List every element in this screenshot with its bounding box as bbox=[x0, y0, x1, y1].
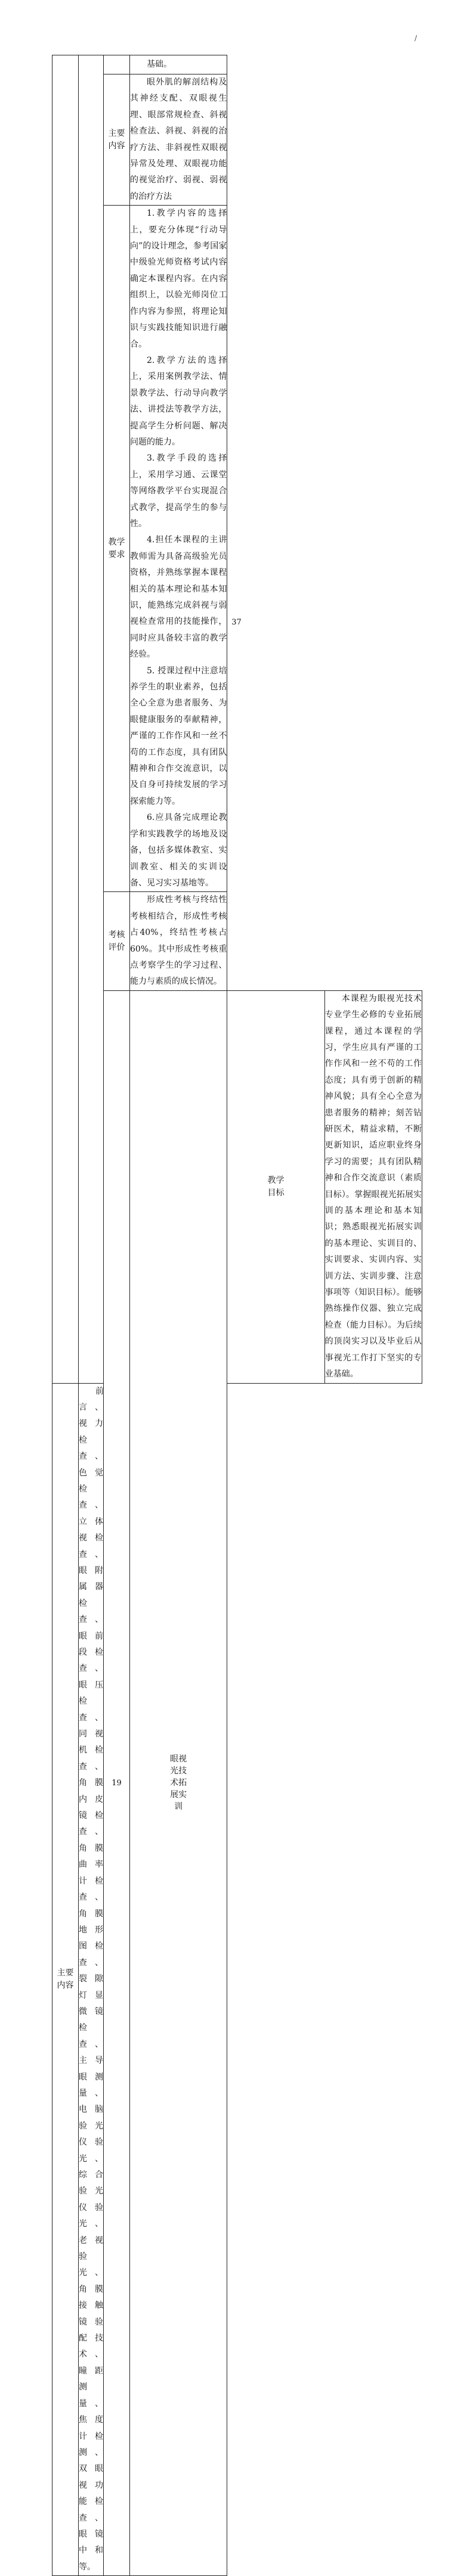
teaching-goals-text: 本课程为眼视光技术专业学生必修的专业拓展课程，通过本课程的学习，学生应具有严谨的工作作风和一丝不苟的工作态度；具有勇于创新的精神风貌；具有全心全意为患者服务的精神；刻苦钻研医术，精益求精，不断更新知识，适应职业终身学习的需要；具有团队精神和合作交流意识（素质目标）。掌握眼视光拓展实训的基本理论和基本知识；熟悉眼视光拓展实训的基本理论、实训目的、实训要求、实训内容、实训方法、实训步骤、注意事项等（知识目标）。能够熟练操作仪器、独立完成检查（能力目标）。为后续的顶岗实习以及毕业后从事视光工作打下坚实的专业基础。 bbox=[324, 993, 422, 1379]
page-number: 37 bbox=[231, 618, 242, 627]
continued-name-cell bbox=[79, 55, 104, 1384]
continued-number-cell bbox=[52, 55, 79, 1384]
course-main-content-label: 主要内容 bbox=[57, 1968, 74, 1990]
table-row-course-19-goals bbox=[52, 990, 422, 1383]
requirement-paragraph-5: 5. 授课过程中注意培养学生的职业素养，包括全心全意为患者服务、为眼健康服务的奉献精神，严谨的工作作风和一丝不苟的工作态度，具有团队精神和合作交流意识，以及自身可持续发展的学习探索能力等。 bbox=[130, 666, 227, 806]
requirement-paragraph-1: 1.教学内容的选择上，要充分体现“行动导向”的设计理念，参考国家中级验光师资格考试内容确定本课程内容。在内容组织上，以验光师岗位工作内容为参照，将理论知识与实践技能知识进行融合。 bbox=[130, 209, 227, 349]
course-main-content-label-cell bbox=[52, 1383, 79, 2576]
course-name: 眼视光技术拓展实训 bbox=[170, 1754, 187, 1812]
teaching-requirements-label: 教学要求 bbox=[108, 537, 125, 560]
course-main-content-cell bbox=[79, 1383, 104, 2576]
teaching-goals-cell bbox=[324, 990, 422, 1383]
teaching-goals-label: 教学目标 bbox=[267, 1175, 285, 1198]
course-name-cell bbox=[130, 990, 227, 2575]
assessment-text: 形成性考核与终结性考核相结合，形成性考核占40%，终结性考核占60%。其中形成性考核重点考察学生的学习过程、能力与素质的成长情况。 bbox=[130, 895, 227, 987]
teaching-requirements-cell bbox=[130, 206, 227, 892]
assessment-label-cell bbox=[104, 892, 130, 990]
main-content-label-cell bbox=[104, 74, 130, 206]
corner-mark: / bbox=[415, 34, 418, 42]
main-content-cell bbox=[130, 74, 227, 206]
course-number: 19 bbox=[112, 1778, 122, 1788]
table-row-basis-tail bbox=[52, 55, 422, 74]
basis-tail-text: 基础。 bbox=[147, 59, 172, 69]
basis-tail-cell bbox=[130, 55, 227, 74]
requirement-paragraph-6: 6.应具备完成理论教学和实践教学的场地及设备，包括多媒体教室、实训教室、相关的实训设备、见习实习基地等。 bbox=[130, 813, 227, 888]
requirement-paragraph-4: 4.担任本课程的主讲教师需为具备高级验光员资格，并熟练掌握本课程相关的基本理论和基本知识，能熟练完成斜视与弱视检查常用的技能操作，同时应具备较丰富的教学经验。 bbox=[130, 535, 227, 660]
table-row-main-content bbox=[52, 74, 422, 206]
course-number-cell bbox=[104, 990, 130, 2575]
continued-label-cell bbox=[104, 55, 130, 74]
teaching-requirements-label-cell bbox=[104, 206, 130, 892]
table-row-teaching-requirements bbox=[52, 206, 422, 892]
course-table bbox=[52, 55, 422, 2576]
table-row-assessment bbox=[52, 892, 422, 990]
assessment-label: 考核评价 bbox=[108, 930, 125, 952]
main-content-label: 主要内容 bbox=[108, 128, 125, 151]
main-content-text: 眼外肌的解剖结构及其神经支配、双眼视生理、眼部常规检查、斜视检查法、斜视、斜视的治疗方法、非斜视性双眼视异常及处理、双眼视功能的视觉治疗、弱视、弱视的治疗方法 bbox=[130, 77, 227, 201]
teaching-goals-label-cell bbox=[227, 990, 324, 1383]
requirement-paragraph-3: 3.教学手段的选择上，采用学习通、云课堂等网络教学平台实现混合式教学，提高学生的参与性。 bbox=[130, 453, 227, 529]
requirement-paragraph-2: 2.教学方法的选择上，采用案例教学法、情景教学法、行动导向教学法、讲授法等教学方法，提高学生分析问题、解决问题的能力。 bbox=[130, 355, 227, 447]
course-main-content-text: 前言、视力检查、色觉检查、立体视检查、眼附属器检查、眼前段检查、眼压检查、同视机检查、角膜内皮镜检查、角膜曲率计检查、角膜地形图检查、裂隙灯显微镜检查、主导眼测量、电脑验光仪验光、综合验光仪验光、老视验光、角膜接触镜验配技术、瞳距测量、焦度计检测、双眼视功能检查、眼镜中和等。 bbox=[79, 1386, 104, 2572]
assessment-cell bbox=[130, 892, 227, 990]
